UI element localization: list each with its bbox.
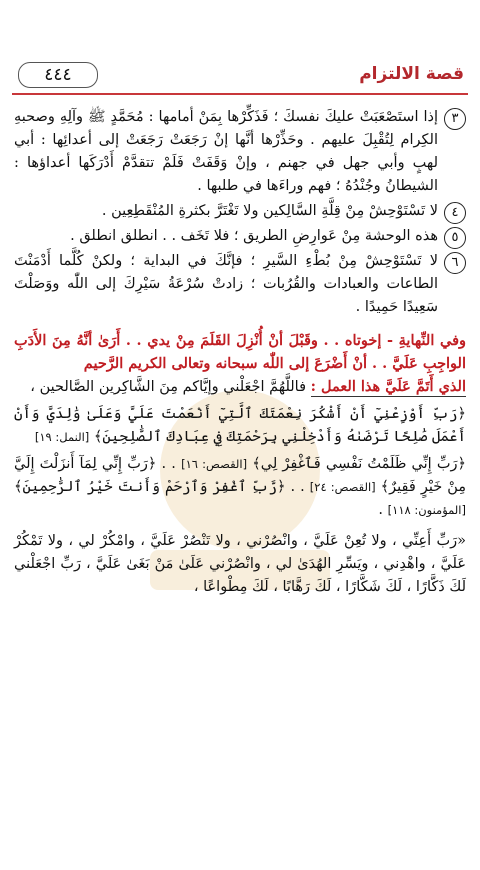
item-number: ٤ — [444, 202, 466, 224]
list-item — [14, 250, 466, 319]
closing-heading-line — [14, 375, 466, 399]
item-number: ٥ — [444, 227, 466, 249]
verse-text: ﴿رَّبِّ ٱغْفِرْ وَٱرْحَمْ وَأَنتَ خَيْرُ ٱلرَّٰحِمِينَ﴾ — [14, 479, 286, 495]
item-text: إذا استَصْعَبَتْ عليكَ نفسكَ ؛ فَذَكِّرْها بِمَنْ أمامها : مُحَمَّدٍ ﷺ وآلِهِ وصحبهِ الكِرام لِتُقْبِلَ عليهم . وحَذِّرْها أنَّها إنْ رَجَعَتْ رَجَعَتْ إلى أعدائِها : أبي لهبٍ وأبي جهل في جهنم ، وإنْ وَقَفَتْ فَلَمْ تتقدَّمْ أَدْرَكَها أعداؤها : الشيطانُ وجُنْدُهُ ؛ فهم وراءَها في طلبها . — [14, 109, 438, 194]
list-item — [14, 106, 466, 198]
spacer — [14, 522, 466, 530]
item-text: لا تَسْتَوْحِشْ مِنْ قِلَّةِ السَّالِكين ولا تَغْتَرَّ بكثرةِ المُنْقَطِعِين . — [101, 203, 438, 219]
closing-prayer: فاللَّهُمَّ اجْعَلْني وإيَّاكم مِنَ الشَّاكِرين الصَّالحين ، — [30, 379, 307, 395]
closing-intro: وفي النِّهايةِ - إخوتاه . . وقَبْلَ أنْ أُنْزِلَ القَلَمَ مِنْ يدي . . أَرَىٰ أنَّهُ مِنَ الأَدَبِ الواجِبِ عَلَيَّ . . أنْ أَضْرَعَ إلى اللّٰه سبحانه وتعالى الكريم الرَّحيم — [14, 332, 466, 372]
dua-text: «رَبِّ أَعِنِّي ، ولا تُعِنْ عَلَيَّ ، وانْصُرْني ، ولا تَنْصُرْ عَلَيَّ ، وامْكُرْ لي ، ولا تَمْكُرْ عَلَيَّ ، واهْدِني ، ويَسِّرِ الهُدَىٰ لي ، وانْصُرْني عَلَىٰ مَنْ بَغَىٰ عَلَيَّ ، رَبِّ اجْعَلْني لَكَ ذَكَّارًا ، لَكَ شَكَّارًا ، لَكَ رَهَّابًا ، لَكَ مِطْواعًا ، — [14, 533, 466, 595]
verse-reference: [المؤمنون: ١١٨] — [387, 503, 466, 517]
verse-text: ﴿رَبِّ أَوْزِعْنِيٓ أَنْ أَشْكُرَ نِعْمَتَكَ ٱلَّتِيٓ أَنْعَمْتَ عَلَيَّ وَعَلَىٰ وَٰلِدَيَّ وَأَنْ أَعْمَلَ صَٰلِحًا تَرْضَىٰهُ وَأَدْخِلْنِي بِرَحْمَتِكَ فِي عِبَادِكَ ٱلصَّٰلِحِينَ﴾ — [14, 406, 466, 445]
page-body — [14, 106, 466, 599]
header-divider — [12, 93, 468, 95]
verse-text: ﴿رَبِّ إِنِّي ظَلَمْتُ نَفْسِي فَٱغْفِرْ لِي﴾ — [252, 456, 466, 472]
book-title: قصة الالتزام — [359, 64, 464, 84]
verse-reference: [القصص: ١٦] — [181, 457, 248, 471]
item-text: هذه الوحشة مِنْ عَوارِضِ الطريق ؛ فلا تَخَف . . انطلق انطلق . — [70, 228, 438, 244]
item-number: ٦ — [444, 252, 466, 274]
page-header — [0, 62, 480, 90]
verse-reference: [النمل: ١٩] — [34, 430, 90, 444]
verse-reference: [القصص: ٢٤] — [309, 480, 376, 494]
closing-section — [14, 329, 466, 375]
dua-paragraph — [14, 530, 466, 599]
verse-text: ﴿رَبِّ إِنِّي لِمَآ أَنزَلْتَ إِلَيَّ مِنْ خَيْرٍ فَقِيرٌ﴾ — [14, 456, 466, 495]
list-item — [14, 200, 466, 223]
quran-verse-group: ﴿رَبِّ إِنِّي ظَلَمْتُ نَفْسِي فَٱغْفِرْ لِي﴾ [القصص: ١٦] . . ﴿رَبِّ إِنِّي لِمَآ أَنزَلْتَ إِلَيَّ مِنْ خَيْرٍ فَقِيرٌ﴾ [القصص: ٢٤] . . ﴿رَّبِّ ٱغْفِرْ وَٱرْحَمْ وَأَنتَ خَيْرُ ٱلرَّٰحِمِينَ﴾ [المؤمنون: ١١٨] . — [14, 456, 466, 518]
list-item — [14, 225, 466, 248]
closing-heading: الذي أَتَمَّ عَلَيَّ هذا العمل : — [310, 378, 466, 395]
page-number: ٤٤٤ — [18, 62, 98, 88]
quran-verse — [14, 403, 466, 449]
item-number: ٣ — [444, 108, 466, 130]
item-text: لا تَسْتَوْحِشْ مِنْ بُطْءِ السَّيرِ ؛ فإنَّكَ في البداية ؛ ولكنْ كُلَّما أَدْمَنْتَ الطاعات والعبادات والقُرُبات ؛ زادتْ سُرْعَةُ سَيْرِكَ إلى اللّٰه ووَصَلْتَ سَعِيدًا حَمِيدًا . — [14, 253, 438, 315]
